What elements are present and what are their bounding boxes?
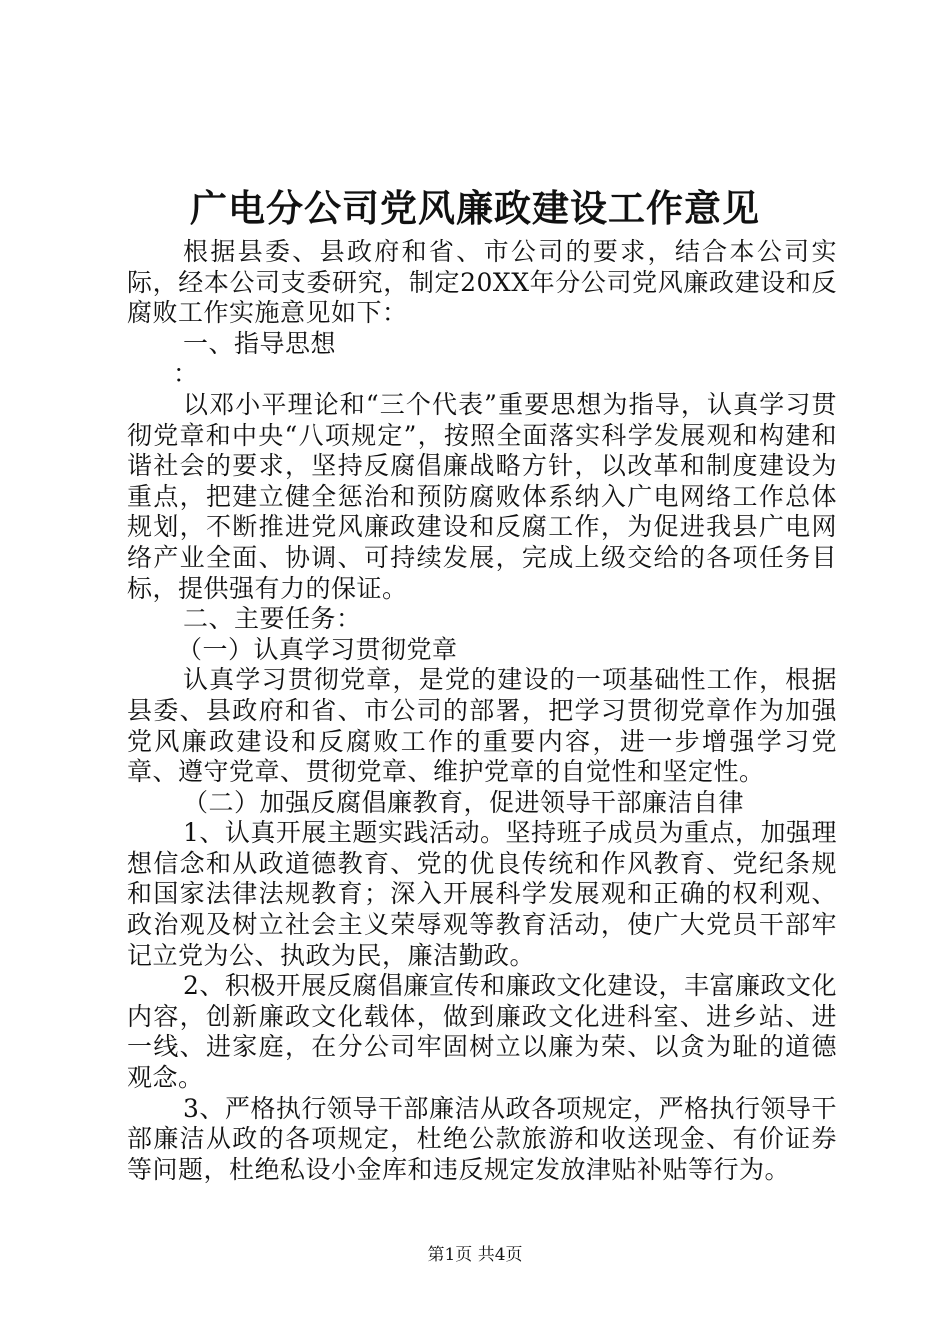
paragraph-item-1: 1、认真开展主题实践活动。坚持班子成员为重点，加强理想信念和从政道德教育、党的优良传统和作风教育、党纪条规和国家法律法规教育；深入开展科学发展观和正确的权利观、政治观及树立社会主义荣辱观等教育活动，使广大党员干部牢记立党为公、执政为民，廉洁勤政。 <box>127 818 837 970</box>
document-body <box>127 237 837 1185</box>
paragraph-item-3: 3、严格执行领导干部廉洁从政各项规定，严格执行领导干部廉洁从政的各项规定，杜绝公款旅游和收送现金、有价证券等问题，杜绝私设小金库和违反规定发放津贴补贴等行为。 <box>127 1093 837 1184</box>
subheading-study-charter: （一）认真学习贯彻党章 <box>177 634 458 664</box>
heading-main-tasks: 二、主要任务： <box>183 604 362 634</box>
paragraph-item-2: 2、积极开展反腐倡廉宣传和廉政文化建设，丰富廉政文化内容，创新廉政文化载体，做到廉政文化进科室、进乡站、进一线、进家庭，在分公司牢固树立以廉为荣、以贪为耻的道德观念。 <box>127 971 837 1093</box>
document-title: 广电分公司党风廉政建设工作意见 <box>190 186 760 230</box>
paragraph-guiding-ideology: 以邓小平理论和“三个代表”重要思想为指导，认真学习贯彻党章和中央“八项规定”，按照全面落实科学发展观和构建和谐社会的要求，坚持反腐倡廉战略方针，以改革和制度建设为重点，把建立健全惩治和预防腐败体系纳入广电网络工作总体规划，不断推进党风廉政建设和反腐工作，为促进我县广电网络产业全面、协调、可持续发展，完成上级交给的各项任务目标，提供强有力的保证。 <box>127 389 837 603</box>
page-number-footer: 第1页 共4页 <box>427 1245 523 1265</box>
paragraph-intro: 根据县委、县政府和省、市公司的要求，结合本公司实际，经本公司支委研究，制定20XX年分公司党风廉政建设和反腐败工作实施意见如下： <box>127 237 837 328</box>
heading-guiding-ideology: 一、指导思想 <box>183 328 337 358</box>
paragraph-study-charter: 认真学习贯彻党章，是党的建设的一项基础性工作，根据县委、县政府和省、市公司的部署，把学习贯彻党章作为加强党风廉政建设和反腐败工作的重要内容，进一步增强学习党章、遵守党章、贯彻党章、维护党章的自觉性和坚定性。 <box>127 665 837 787</box>
subheading-anti-corruption-education: （二）加强反腐倡廉教育，促进领导干部廉洁自律 <box>183 787 745 817</box>
stray-colon: ： <box>173 359 199 389</box>
